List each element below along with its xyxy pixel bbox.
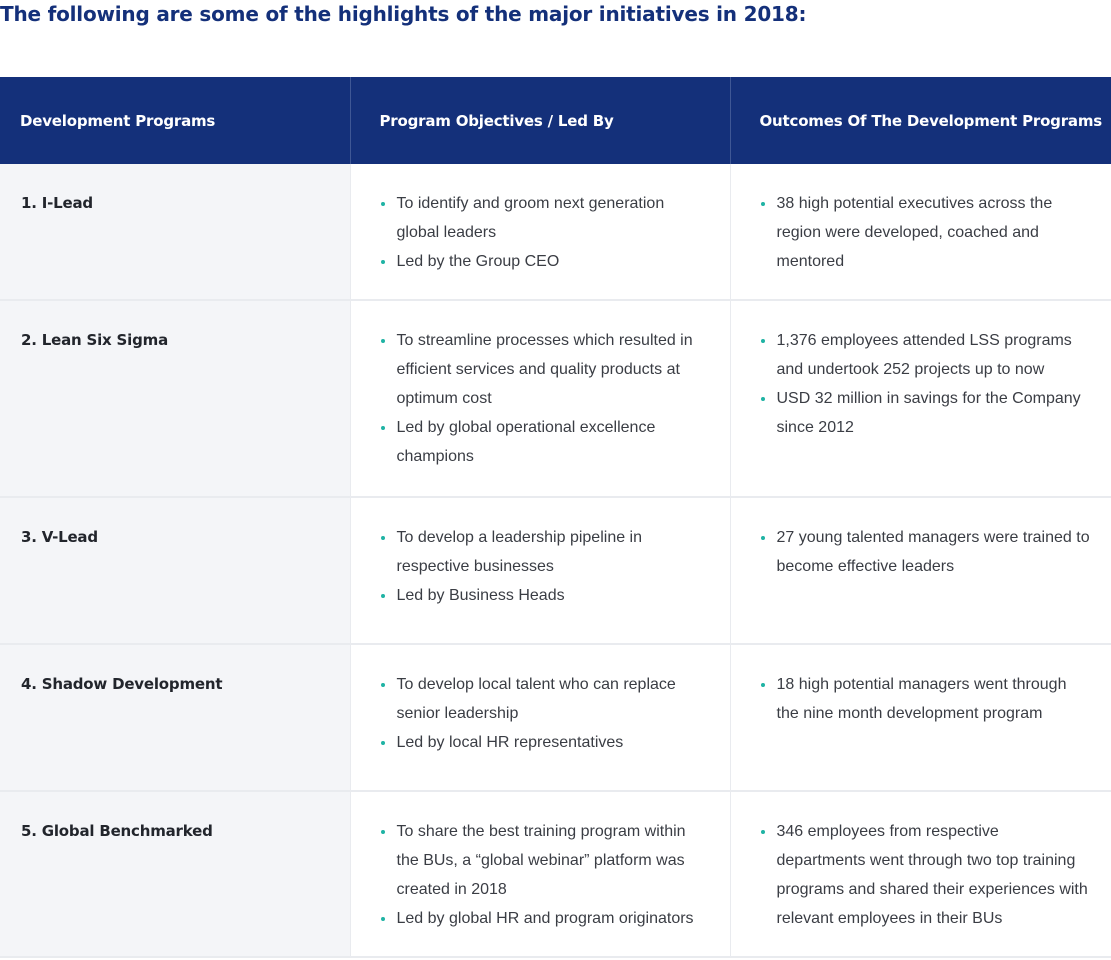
objectives-list	[380, 817, 710, 933]
list-item: To identify and groom next generation global leaders	[380, 189, 710, 247]
list-item: 1,376 employees attended LSS programs and undertook 252 projects up to now	[760, 326, 1092, 384]
objectives-cell	[350, 497, 730, 644]
list-item: Led by local HR representatives	[380, 728, 710, 757]
page-heading: The following are some of the highlights of the major initiatives in 2018:	[0, 2, 807, 26]
list-item: USD 32 million in savings for the Company since 2012	[760, 384, 1092, 442]
table-row	[0, 497, 1111, 644]
list-item: Led by global operational excellence champions	[380, 413, 710, 471]
program-name: 2. Lean Six Sigma	[0, 300, 350, 497]
program-name: 5. Global Benchmarked	[0, 791, 350, 957]
program-name: 1. I-Lead	[0, 164, 350, 300]
list-item: Led by the Group CEO	[380, 247, 710, 276]
objectives-list	[380, 523, 710, 610]
outcomes-list	[760, 817, 1092, 933]
list-item: 346 employees from respective departments went through two top training programs and shared their experiences with relevant employees in their BUs	[760, 817, 1092, 933]
list-item: To develop local talent who can replace senior leadership	[380, 670, 710, 728]
list-item: To streamline processes which resulted in efficient services and quality products at optimum cost	[380, 326, 710, 413]
table-row	[0, 644, 1111, 791]
objectives-list	[380, 326, 710, 471]
objectives-cell	[350, 644, 730, 791]
outcomes-cell	[730, 497, 1111, 644]
outcomes-list	[760, 523, 1092, 581]
list-item: 38 high potential executives across the region were developed, coached and mentored	[760, 189, 1092, 276]
list-item: Led by global HR and program originators	[380, 904, 710, 933]
outcomes-list	[760, 189, 1092, 276]
list-item: 27 young talented managers were trained to become effective leaders	[760, 523, 1092, 581]
outcomes-cell	[730, 300, 1111, 497]
outcomes-cell	[730, 644, 1111, 791]
objectives-list	[380, 189, 710, 276]
table-row	[0, 164, 1111, 300]
objectives-cell	[350, 791, 730, 957]
list-item: 18 high potential managers went through the nine month development program	[760, 670, 1092, 728]
program-name: 3. V-Lead	[0, 497, 350, 644]
header-development-programs: Development Programs	[0, 77, 350, 164]
list-item: Led by Business Heads	[380, 581, 710, 610]
header-outcomes: Outcomes Of The Development Programs	[730, 77, 1111, 164]
list-item: To share the best training program within the BUs, a “global webinar” platform was created in 2018	[380, 817, 710, 904]
header-program-objectives: Program Objectives / Led By	[350, 77, 730, 164]
list-item: To develop a leadership pipeline in respective businesses	[380, 523, 710, 581]
outcomes-cell	[730, 164, 1111, 300]
objectives-list	[380, 670, 710, 757]
table-row	[0, 300, 1111, 497]
table-header	[0, 77, 1111, 164]
table-row	[0, 791, 1111, 957]
outcomes-cell	[730, 791, 1111, 957]
program-name: 4. Shadow Development	[0, 644, 350, 791]
outcomes-list	[760, 326, 1092, 442]
development-programs-table	[0, 77, 1111, 958]
objectives-cell	[350, 164, 730, 300]
outcomes-list	[760, 670, 1092, 728]
objectives-cell	[350, 300, 730, 497]
